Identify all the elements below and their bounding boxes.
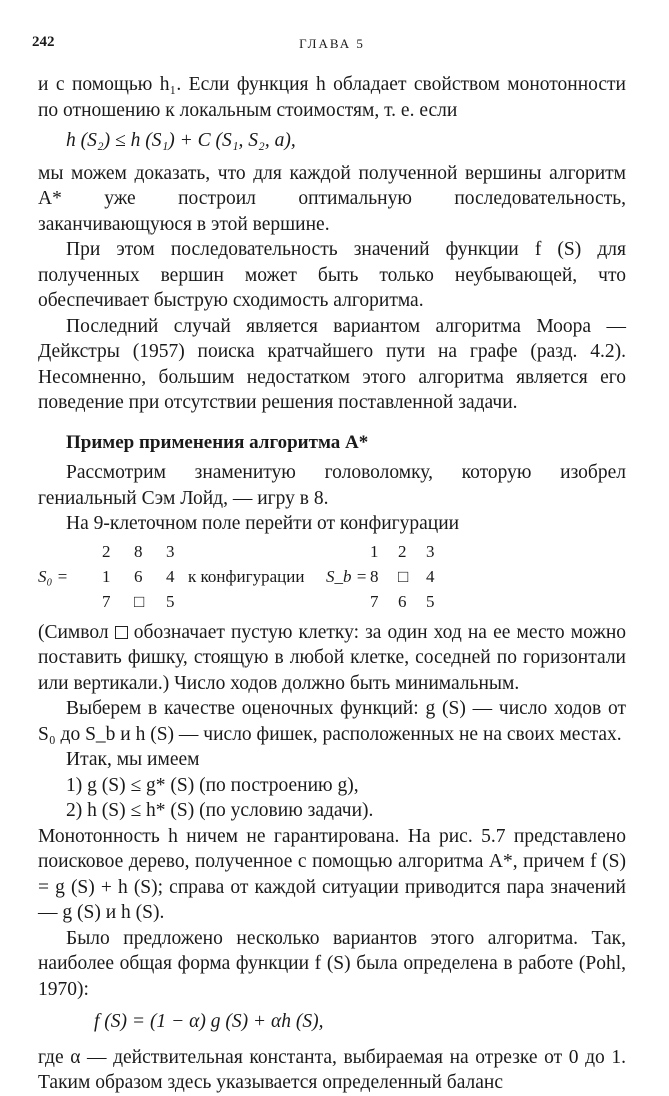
paragraph-2: мы можем доказать, что для каждой полученной вершины алгоритм A* уже построил оптимальную последовательность, заканчивающуюся в этой вершине. — [38, 162, 626, 235]
goal-cell: 2 — [398, 541, 407, 561]
start-cell: 8 — [134, 541, 143, 561]
start-cell: 2 — [102, 541, 111, 561]
page-body — [38, 72, 626, 1096]
goal-cell: 3 — [426, 541, 435, 561]
equation-monotonicity: h (S₂) ≤ h (S₁) + C (S₁, S₂, a), — [66, 130, 296, 151]
transition-text: к конфигурации — [188, 566, 305, 586]
puzzle-configurations — [38, 539, 626, 614]
empty-square-icon — [115, 626, 128, 639]
goal-cell: □ — [398, 566, 409, 586]
goal-cell: 1 — [370, 541, 379, 561]
goal-cell: 7 — [370, 591, 379, 611]
list-item: 1) g (S) ≤ g* (S) (по построению g), — [66, 774, 359, 796]
paragraph-10: Монотонность h ничем не гарантирована. На рис. 5.7 представлено поисковое дерево, полученное с помощью алгоритма A*, причем f (S) = g (S) + h (S); справа от каждой ситуации приводится пара значений — g (S) и h (S). — [38, 825, 626, 923]
paragraph-12: где α — действительная константа, выбираемая на отрезке от 0 до 1. Таким образом здесь указывается определенный баланс — [38, 1046, 626, 1093]
paragraph-1: и с помощью h₁. Если функция h обладает свойством монотонности по отношению к локальным стоимостям, т. е. если — [38, 74, 626, 121]
condition-list — [38, 773, 626, 824]
paragraph-7-rest: обозначает пустую клетку: за один ход на ее место можно поставить фишку, стоящую в любой клетке, соседней по горизонтали или вертикали.) Число ходов должно быть минимальным. — [38, 621, 626, 694]
start-cell: 7 — [102, 591, 111, 611]
paragraph-5: Рассмотрим знаменитую головоломку, которую изобрел гениальный Сэм Лойд, — игру в 8. — [38, 462, 626, 509]
paragraph-4: Последний случай является вариантом алгоритма Моора — Дейкстры (1957) поиска кратчайшего пути на графе (разд. 4.2). Несомненно, большим недостатком этого алгоритма является его поведение при отсутствии решения поставленной задачи. — [38, 315, 626, 413]
start-cell: 1 — [102, 566, 111, 586]
paragraph-7 — [38, 620, 626, 697]
start-cell: 3 — [166, 541, 175, 561]
start-label: S₀ = — [38, 566, 69, 586]
goal-cell: 8 — [370, 566, 379, 586]
paragraph-11: Было предложено несколько вариантов этого алгоритма. Так, наиболее общая форма функции f (S) была определена в работе (Pohl, 1970): — [38, 927, 626, 1000]
section-heading: Пример применения алгоритма A* — [66, 431, 369, 453]
paragraph-9: Итак, мы имеем — [66, 749, 200, 770]
paragraph-3: При этом последовательность значений функции f (S) для полученных вершин может быть только неубывающей, что обеспечивает быструю сходимость алгоритма. — [38, 239, 626, 311]
paragraph-6: На 9-клеточном поле перейти от конфигурации — [66, 513, 460, 534]
list-item: 2) h (S) ≤ h* (S) (по условию задачи). — [66, 800, 374, 821]
page-number: 242 — [32, 34, 55, 50]
equation-f: f (S) = (1 − α) g (S) + αh (S), — [94, 1011, 324, 1032]
paragraph-7-start: (Символ — [38, 621, 109, 643]
goal-cell: 5 — [426, 591, 435, 611]
paragraph-8: Выберем в качестве оценочных функций: g (S) — число ходов от S₀ до S_b и h (S) — число фишек, расположенных не на своих местах. — [38, 698, 626, 745]
page-header — [32, 34, 632, 56]
chapter-title: ГЛАВА 5 — [299, 36, 365, 51]
start-cell: 5 — [166, 591, 175, 611]
goal-label: S_b = — [326, 566, 368, 586]
start-cell: 6 — [134, 566, 143, 586]
start-cell: □ — [134, 591, 145, 611]
goal-cell: 6 — [398, 591, 407, 611]
start-cell: 4 — [166, 566, 175, 586]
goal-cell: 4 — [426, 566, 435, 586]
